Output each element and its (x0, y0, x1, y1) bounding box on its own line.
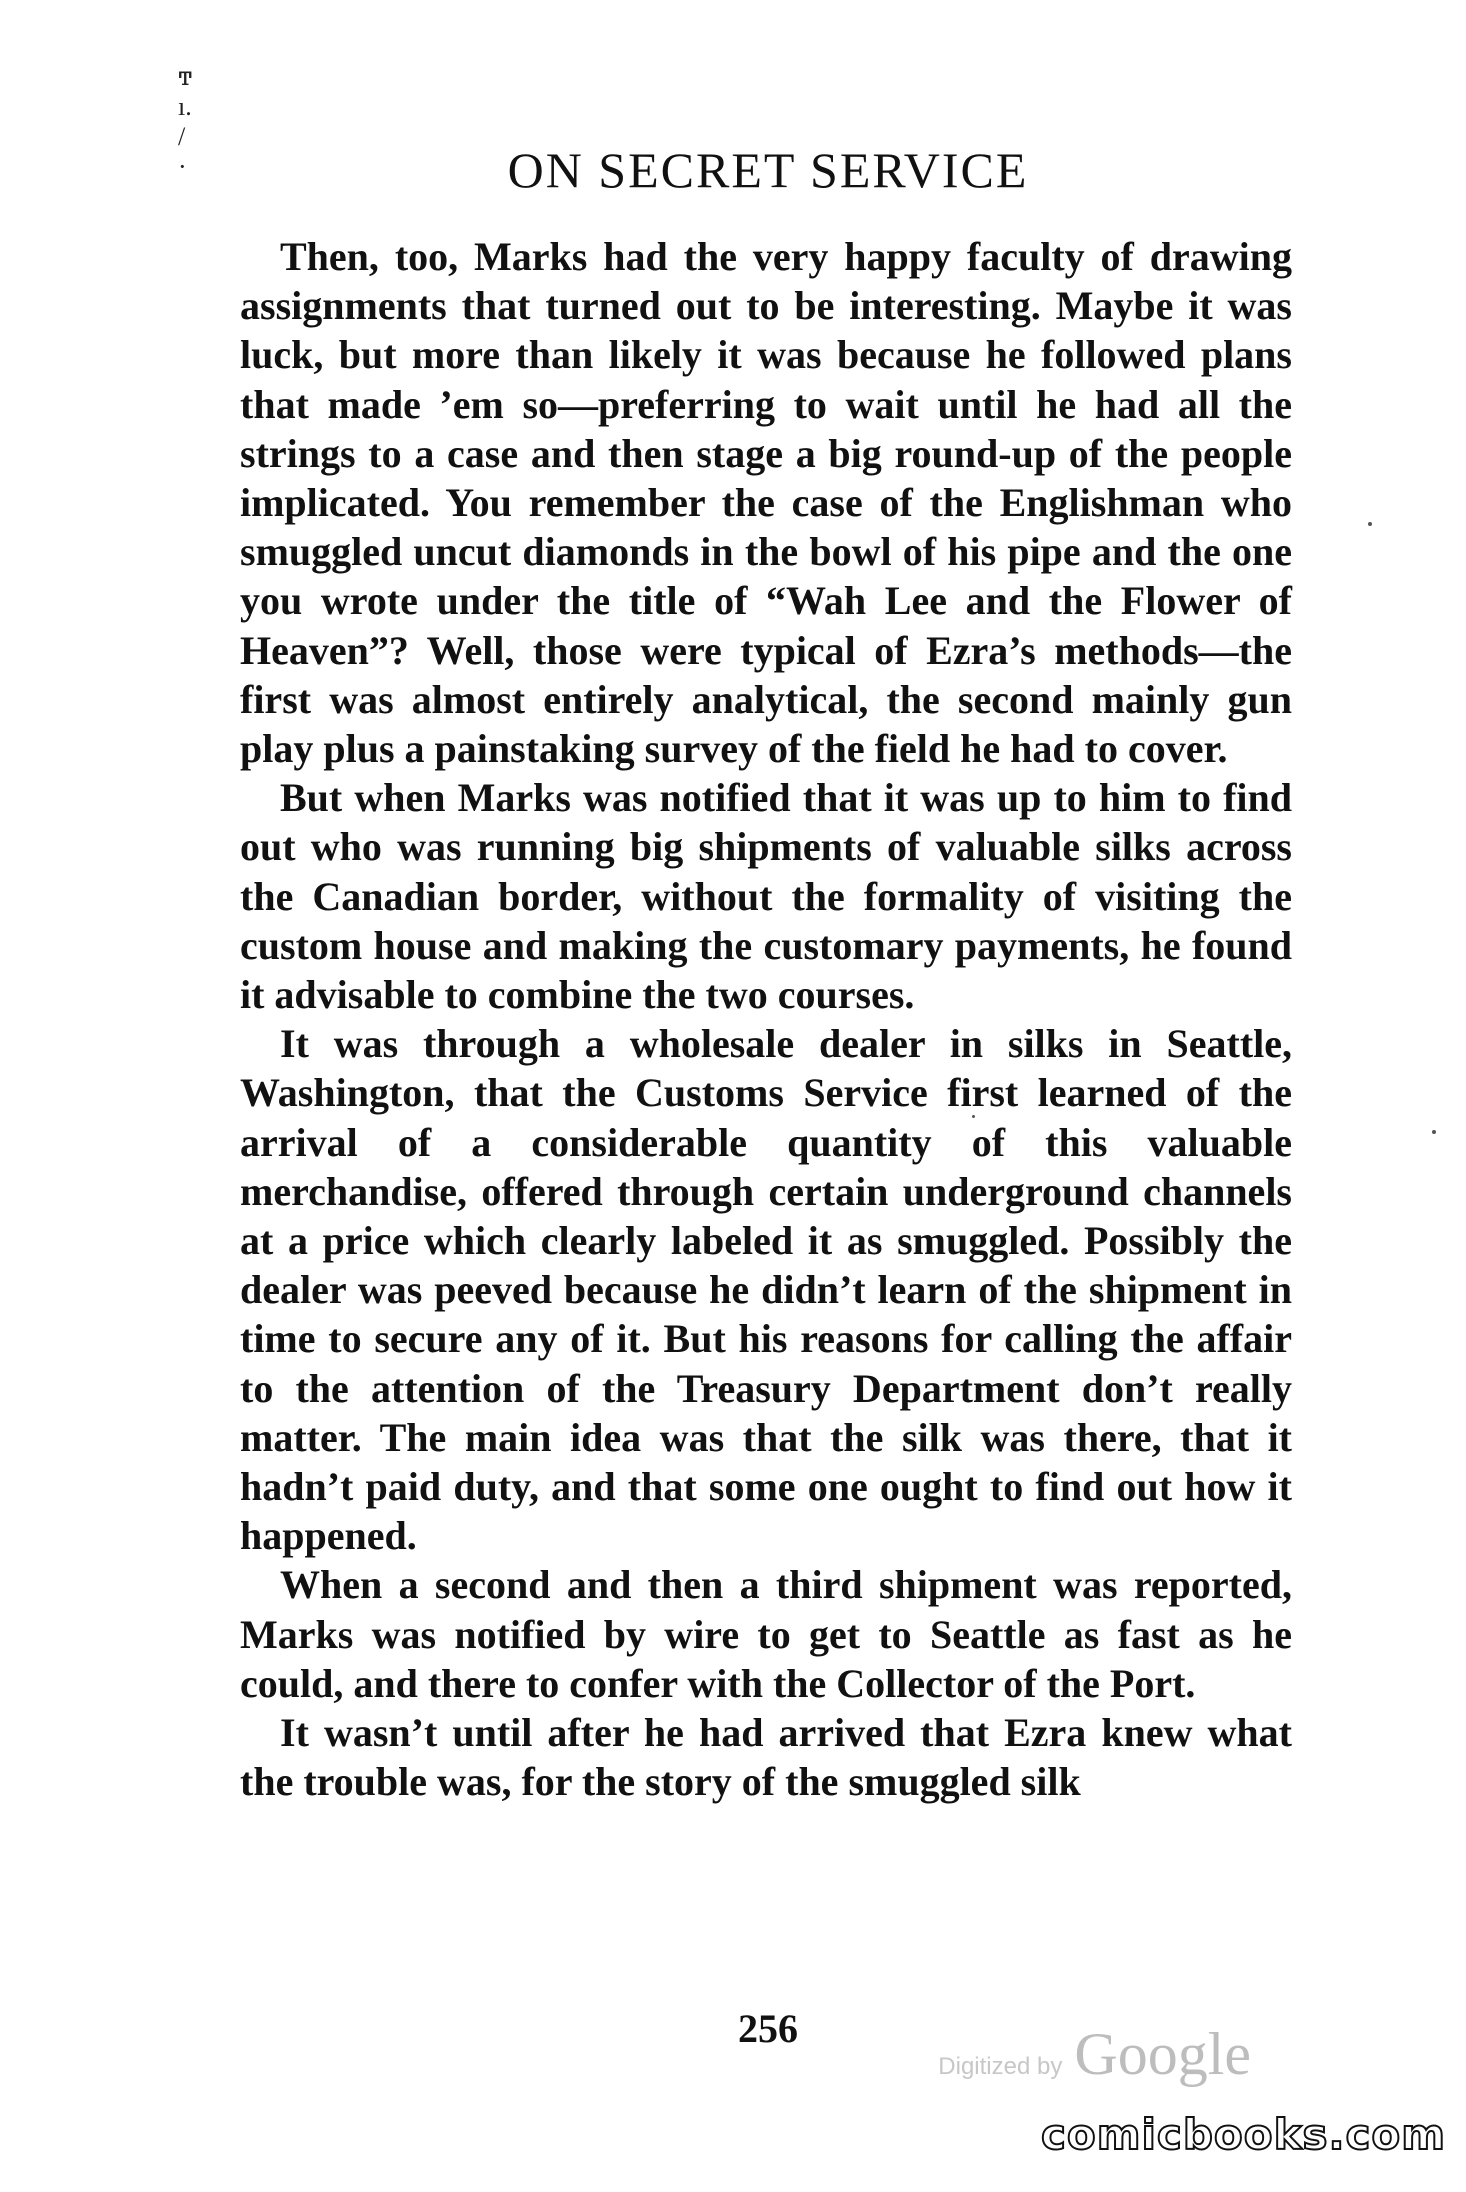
scan-speck (1432, 1130, 1436, 1134)
paragraph: When a second and then a third shipment was reported, Marks was notified by wire to get to Seattle as fast as he could, and there to confer with the Collector of the Port. (240, 1562, 1292, 1706)
margin-mark: ͳ (178, 62, 193, 91)
paragraph: But when Marks was notified that it was up to him to find out who was running big shipments of valuable silks across the Canadian border, without the formality of visiting the custom house and making the customary payments, he found it advisable to combine the two courses. (240, 775, 1292, 1018)
digitized-by-google-stamp (938, 2020, 1251, 2090)
margin-mark: ı. (178, 92, 192, 121)
site-watermark: comicbooks.com (1041, 2110, 1446, 2159)
scan-speck (1368, 522, 1372, 526)
margin-mark: · (178, 152, 187, 181)
running-title: ON SECRET SERVICE (507, 142, 1029, 198)
paragraph: It was through a wholesale dealer in silks in Seattle, Washington, that the Customs Service first learned of the arrival of a considerable quantity of this valuable merchandise, offered through certain underground channels at a price which clearly labeled it as smuggled. Possibly the dealer was peeved because he didn’t learn of the shipment in time to secure any of it. But his reasons for calling the affair to the attention of the Treasury Department don’t really matter. The main idea was that the silk was there, that it hadn’t paid duty, and that some one ought to find out how it happened. (240, 1021, 1292, 1559)
paragraph: It wasn’t until after he had arrived that Ezra knew what the trouble was, for the story of the smuggled silk (240, 1710, 1292, 1805)
digitized-by-label: Digitized by (938, 2053, 1063, 2080)
margin-mark: / (178, 122, 186, 151)
page-number: 256 (738, 2006, 798, 2051)
paragraph: Then, too, Marks had the very happy faculty of drawing assignments that turned out to be interesting. Maybe it was luck, but more than likely it was because he followed plans that made ’em so—preferring to wait until he had all the strings to a case and then stage a big round-up of the people implicated. You remember the case of the Englishman who smuggled uncut diamonds in the bowl of his pipe and the one you wrote under the title of “Wah Lee and the Flower of Heaven”? Well, those were typical of Ezra’s methods—the first was almost entirely analytical, the second mainly gun play plus a painstaking survey of the field he had to cover. (240, 234, 1292, 772)
google-logo: Google (1074, 2021, 1251, 2087)
scan-speck (972, 1115, 975, 1118)
body-text (240, 232, 1292, 1807)
